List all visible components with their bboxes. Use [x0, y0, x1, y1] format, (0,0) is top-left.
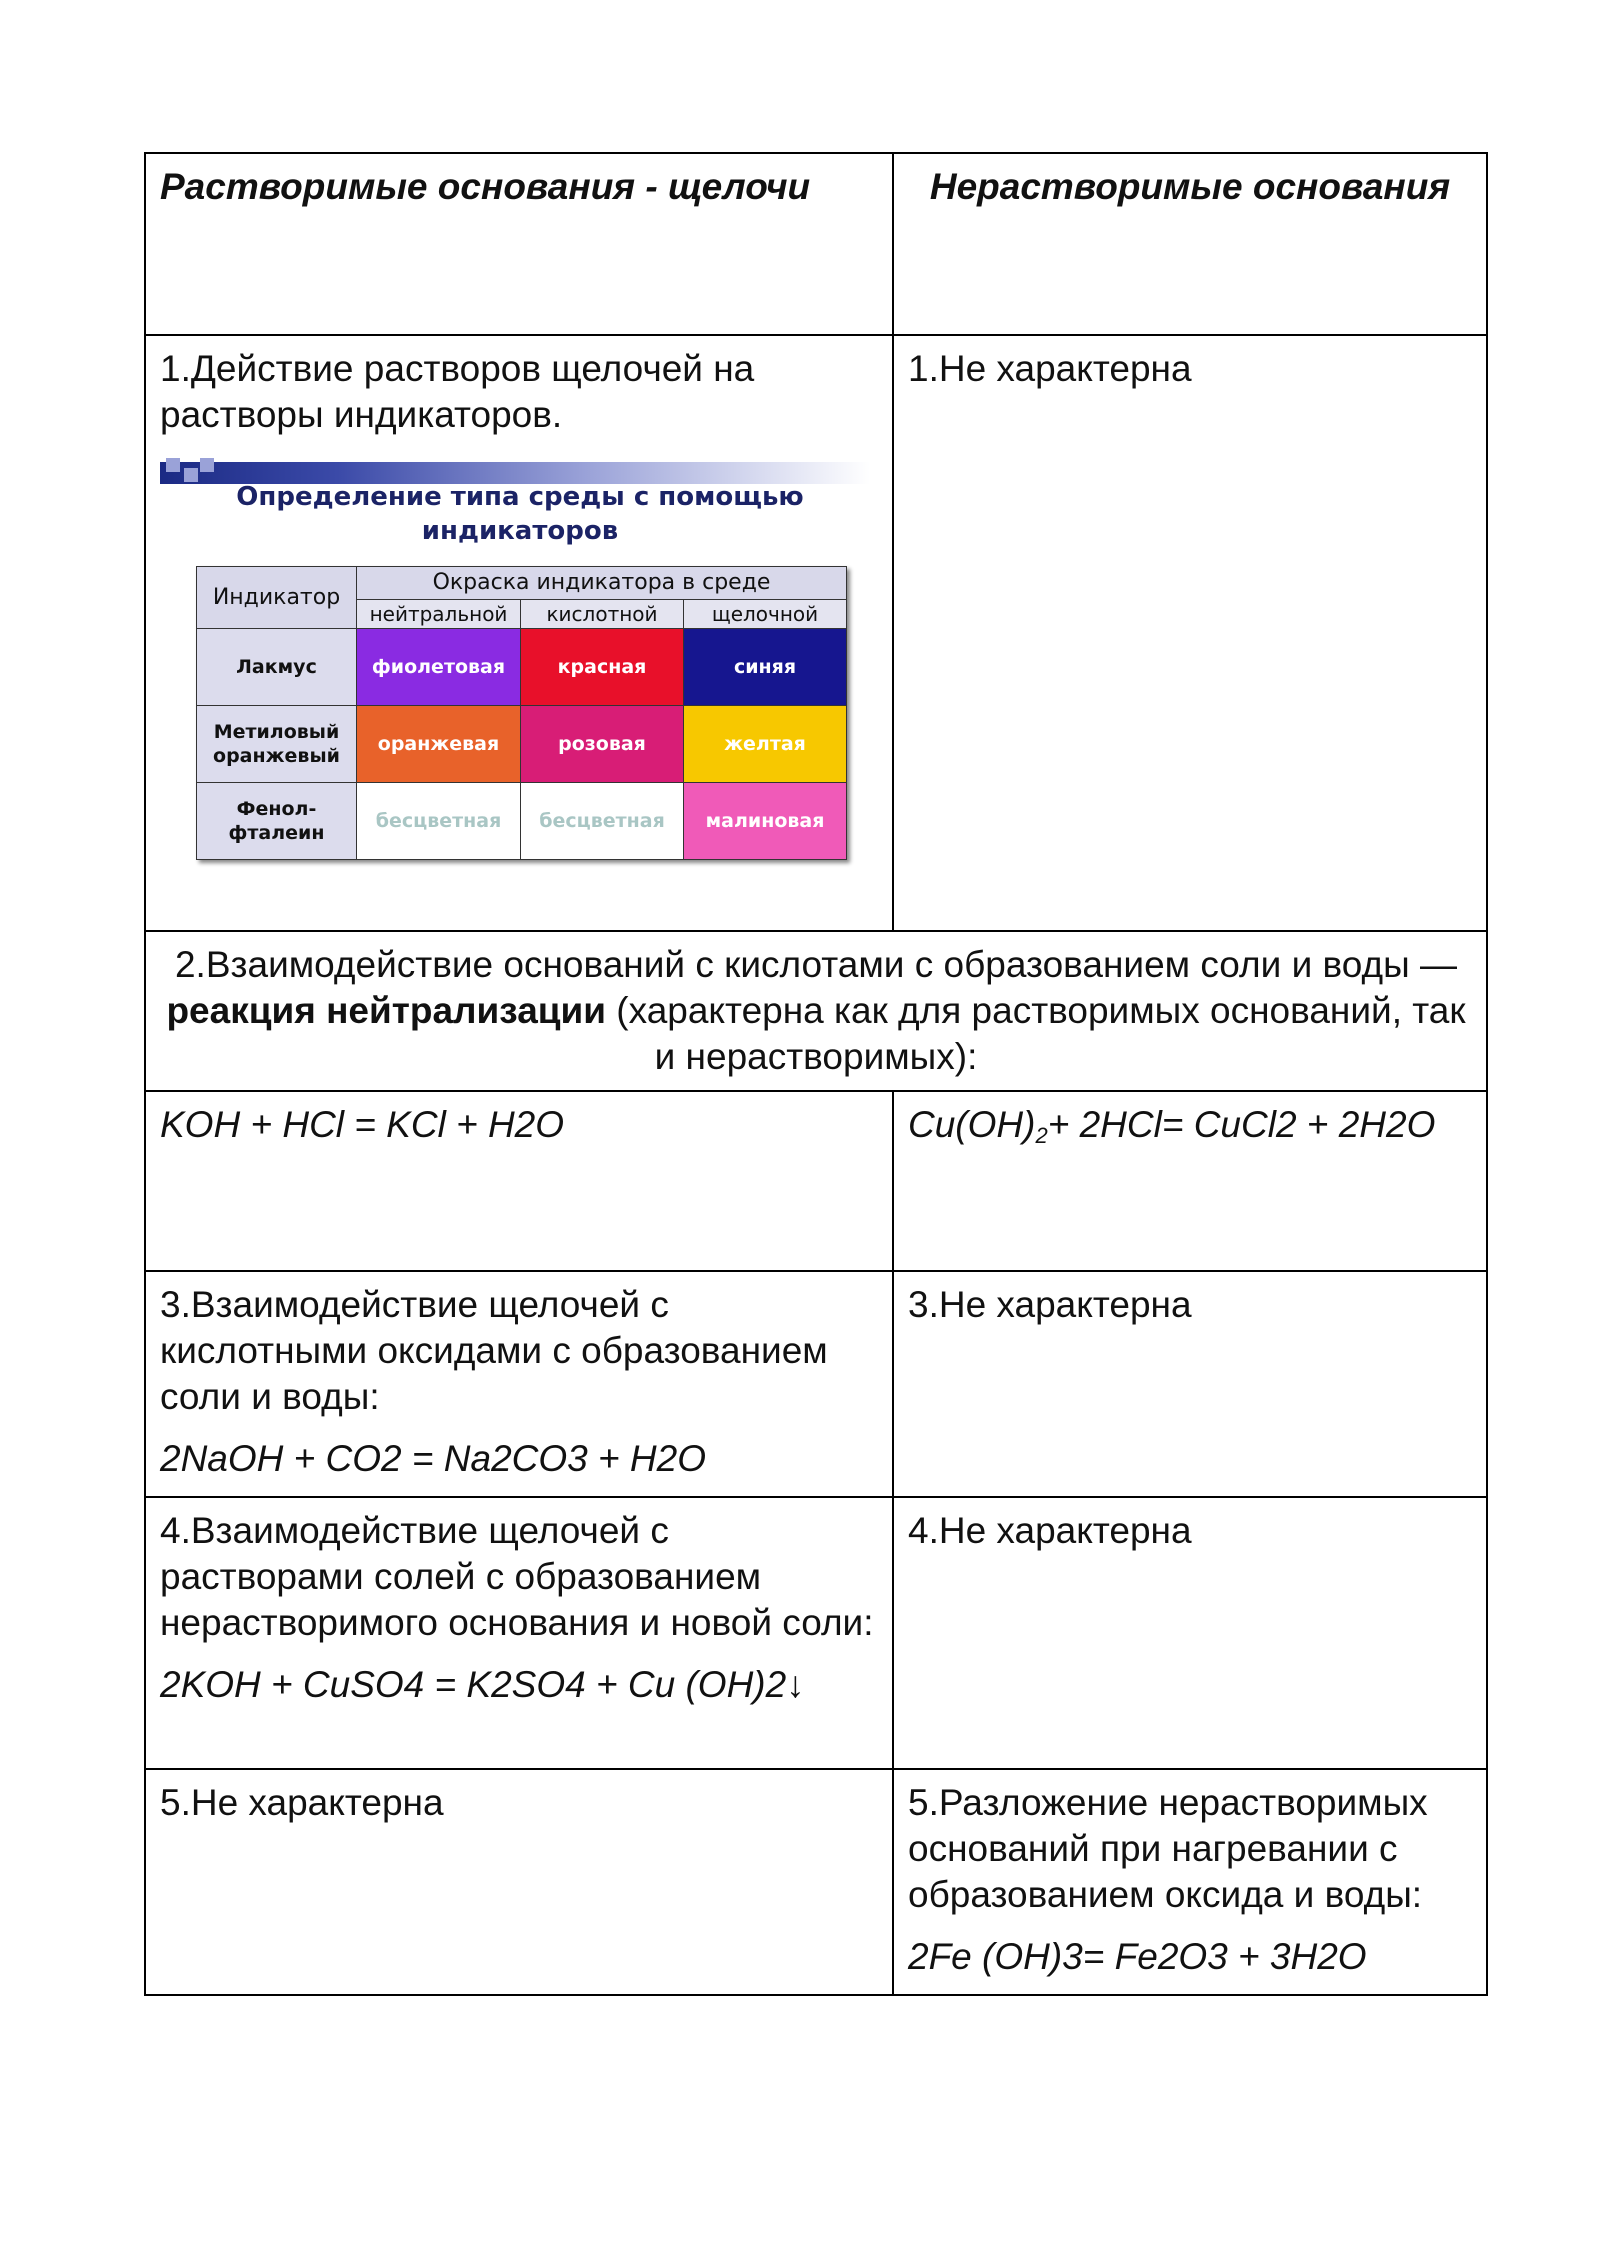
cell-salts-right: 4.Не характерна	[893, 1497, 1487, 1769]
color-cell: красная	[521, 629, 684, 706]
equation-fe-oh3: 2Fe (OH)3= Fe2O3 + 3H2O	[908, 1936, 1367, 1977]
cell-acid-oxides-left	[145, 1271, 893, 1497]
equation-part: + 2HCl= CuCl2 + 2H2O	[1047, 1104, 1436, 1145]
comparison-table	[144, 152, 1488, 1996]
cell-decomposition-left: 5.Не характерна	[145, 1769, 893, 1995]
indicator-name: Метиловый оранжевый	[197, 706, 357, 783]
neutralization-term: реакция нейтрализации	[166, 990, 607, 1031]
header-soluble-bases: Растворимые основания - щелочи	[145, 153, 893, 335]
cell-salts-left	[145, 1497, 893, 1769]
color-cell: фиолетовая	[357, 629, 521, 706]
cell-acid-oxides-right: 3.Не характерна	[893, 1271, 1487, 1497]
equation-koh-cuso4: 2KOH + CuSO4 = K2SO4 + Cu (OH)2↓	[160, 1664, 805, 1705]
row-salts	[145, 1497, 1487, 1769]
color-cell: бесцветная	[357, 783, 521, 860]
neutralization-note: (характерна как для растворимых оснований, так и нерастворимых):	[606, 990, 1466, 1077]
medium-alkaline: щелочной	[684, 600, 847, 629]
row-indicators	[145, 335, 1487, 931]
subscript: 2	[1035, 1123, 1048, 1148]
acid-oxides-text: 3.Взаимодействие щелочей с кислотными оксидами с образованием соли и воды:	[160, 1284, 828, 1417]
color-cell: синяя	[684, 629, 847, 706]
slide-title: Определение типа среды с помощью индикаторов	[236, 482, 804, 546]
cell-decomposition-right	[893, 1769, 1487, 1995]
indicator-name: Фенол-фталеин	[197, 783, 357, 860]
header-insoluble-bases: Нерастворимые основания	[893, 153, 1487, 335]
equation-naoh-co2: 2NaOH + CO2 = Na2CO3 + H2O	[160, 1438, 706, 1479]
indicators-text: 1.Действие растворов щелочей на растворы индикаторов.	[160, 348, 755, 435]
indicator-name: Лакмус	[197, 629, 357, 706]
neutralization-text	[145, 931, 1487, 1091]
color-cell: желтая	[684, 706, 847, 783]
indicator-slide	[160, 454, 880, 894]
header-row	[145, 153, 1487, 335]
row-neutralization-equations	[145, 1091, 1487, 1271]
decomposition-text: 5.Разложение нерастворимых оснований при нагревании с образованием оксида и воды:	[908, 1782, 1428, 1915]
salts-text: 4.Взаимодействие щелочей с растворами солей с образованием нерастворимого основания и новой соли:	[160, 1510, 874, 1643]
color-cell: малиновая	[684, 783, 847, 860]
medium-neutral: нейтральной	[357, 600, 521, 629]
color-cell: бесцветная	[521, 783, 684, 860]
indicator-header: Индикатор	[197, 567, 357, 629]
neutralization-intro: 2.Взаимодействие оснований с кислотами с образованием соли и воды —	[174, 944, 1458, 985]
cell-indicators-right: 1.Не характерна	[893, 335, 1487, 931]
row-neutralization	[145, 931, 1487, 1091]
cell-indicators-left	[145, 335, 893, 931]
decor-square	[200, 458, 214, 472]
equation-koh-hcl: KOH + HCl = KCl + H2O	[145, 1091, 893, 1271]
color-cell: оранжевая	[357, 706, 521, 783]
row-decomposition	[145, 1769, 1487, 1995]
row-acid-oxides	[145, 1271, 1487, 1497]
color-header: Окраска индикатора в среде	[357, 567, 847, 600]
equation-part: Cu(OH)	[908, 1104, 1036, 1145]
equation-cuoh2-hcl	[893, 1091, 1487, 1271]
decor-square	[166, 458, 180, 472]
medium-acidic: кислотной	[521, 600, 684, 629]
color-cell: розовая	[521, 706, 684, 783]
indicator-table	[196, 566, 847, 860]
